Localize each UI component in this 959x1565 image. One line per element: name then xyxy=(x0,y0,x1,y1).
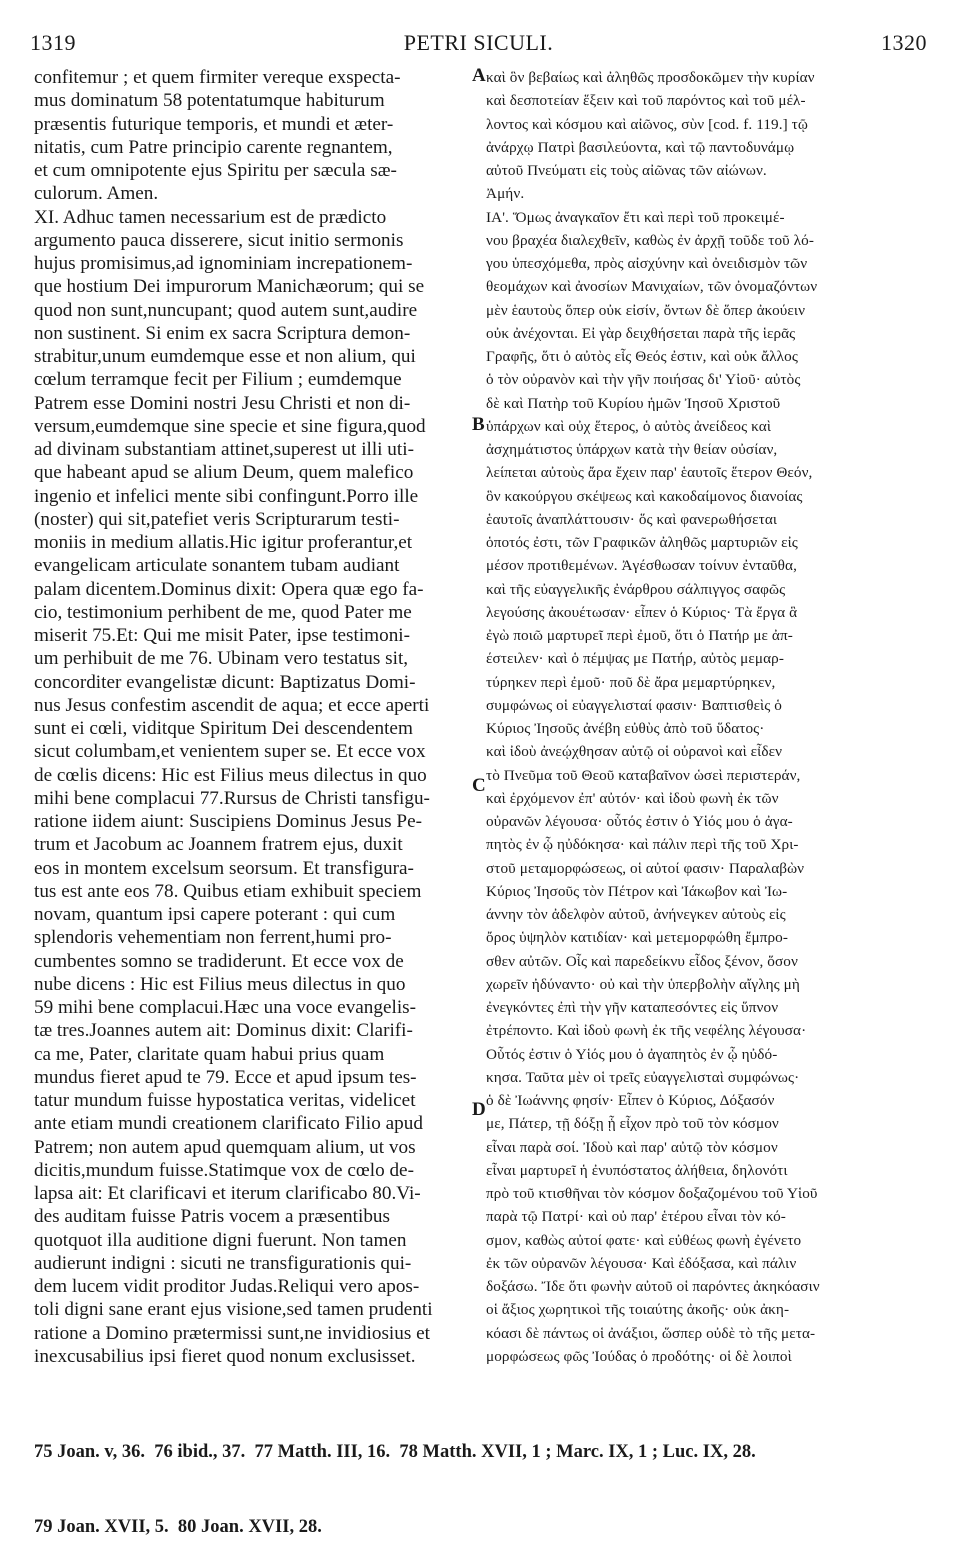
latin-text-line: trum et Jacobum ac Joannem fratrem ejus, duxit xyxy=(34,834,403,856)
greek-text-line: ὁ τὸν οὐρανὸν καὶ τὴν γῆν ποιήσας δι' Υἱοῦ· αὐτὸς xyxy=(486,371,801,389)
greek-text-line: ἐνεγκόντες ἐπὶ τὴν γῆν καταπεσόντες εἰς ὕπνον xyxy=(486,999,779,1016)
greek-text-line: ὑπάρχων καὶ οὐχ ἕτερος, ὁ αὐτὸς ἀνείδεος καὶ xyxy=(486,417,772,435)
latin-text-line: strabitur,unum eumdemque esse et non alium, qui xyxy=(34,346,416,367)
latin-text-line: argumento pauca disserere, sicut initio sermonis xyxy=(34,229,404,251)
latin-text-line: nube dicens : Hic est Filius meus dilectus in quo xyxy=(34,973,406,995)
latin-text-line: confitemur ; et quem firmiter vereque exspecta- xyxy=(34,67,401,88)
latin-text-line: non sustinent. Si enim ex sacra Scriptura demon- xyxy=(34,322,411,344)
greek-text-line: συμφώνως οἱ εὐαγγελισταί φασιν· Βαπτισθεὶς ὁ xyxy=(486,696,782,714)
greek-text-line: με, Πάτερ, τῇ δόξῃ ᾗ εἶχον πρὸ τοῦ τὸν κόσμον xyxy=(486,1115,779,1133)
greek-text-line: εἶναι μαρτυρεῖ ἡ ἐνυπόστατος ἀλήθεια, δηλονότι xyxy=(486,1161,788,1179)
latin-text-line: cio, testimonium perhibent de me, quod Pater me xyxy=(34,601,412,623)
latin-text-line: palam dicentem.Dominus dixit: Opera quæ ego fa- xyxy=(34,578,424,600)
margin-letter-a: A xyxy=(472,65,486,86)
greek-text-line: λείπεται αὐτοὺς ἄρα ἔχειν παρ' ἑαυτοῖς ἕτερον Θεόν, xyxy=(486,464,813,482)
latin-text-line: cumbentes somno se tradiderunt. Et ecce vox de xyxy=(34,950,404,972)
latin-text-line: mundus fieret apud te 79. Ecce et apud ipsum tes- xyxy=(34,1066,417,1088)
latin-text-line: eos in montem excelsum seorsum. Et transfigura- xyxy=(34,857,414,879)
greek-text-line: σμον, καθὼς αὐτοί φατε· καὶ εὐθέως φωνὴ ἐγένετο xyxy=(486,1231,802,1249)
greek-text-line: μὲν ἑαυτοὺς ὅπερ οὐκ εἰσίν, ὄντων δὲ ὅπερ ἀκούειν xyxy=(486,301,806,319)
greek-text-line: δοξάσω. Ἴδε ὅτι φωνὴν αὐτοῦ οἱ παρόντες ἀκηκόασιν xyxy=(486,1278,820,1295)
running-header xyxy=(30,30,927,64)
greek-text-line: εἶναι παρὰ σοί. Ἰδοὺ καὶ παρ' αὐτῷ τὸν κόσμον xyxy=(486,1138,778,1156)
greek-text-line: καὶ ἐρχόμενον ἐπ' αὐτόν· καὶ ἰδοὺ φωνὴ ἐκ τῶν xyxy=(486,789,779,807)
greek-text-line: καὶ ἰδοὺ ἀνεῴχθησαν αὐτῷ οἱ οὐρανοὶ καὶ εἶδεν xyxy=(486,743,783,761)
latin-text-line: evangelicam articulate sonantem tubam audiant xyxy=(34,555,400,577)
latin-text-line: culorum. Amen. xyxy=(34,183,159,205)
latin-text-line: audierunt indigni : sicuti ne transfigurationis qui- xyxy=(34,1252,412,1274)
latin-text-line: XI. Adhuc tamen necessarium est de prædicto xyxy=(34,206,387,228)
latin-column xyxy=(34,66,474,1368)
latin-text-line: Patrem esse Domini nostri Jesu Christi et non di- xyxy=(34,392,411,414)
latin-text-line: que hostium Dei impurorum Manichæorum; qui se xyxy=(34,276,425,298)
greek-text-line: παρὰ τῷ Πατρί· καὶ οὐ παρ' ἑτέρου εἶναι τὸν κό- xyxy=(486,1208,786,1226)
greek-text-line: έστειλεν· καὶ ὁ πέμψας με Πατήρ, αὐτὸς μεμαρ- xyxy=(486,650,785,668)
greek-text-line: ὃν κακούργου σκέψεως καὶ κακοδαίμονος διανοίας xyxy=(486,487,803,505)
latin-text-line: splendoris vehementiam non ferrent,humi pro- xyxy=(34,927,392,949)
greek-text-line: μέσον προτιθεμένων. Ἀγέσθωσαν τοίνυν ἐνταῦθα, xyxy=(486,557,798,575)
greek-text-line: ἑαυτοῖς ἀναπλάττουσιν· ὅς καὶ φανερωθήσεται xyxy=(486,510,778,528)
footnotes xyxy=(34,1390,929,1565)
greek-text-line: ἀνάρχῳ Πατρὶ βασιλεύοντα, καὶ τῷ παντοδυνάμῳ xyxy=(486,138,795,156)
greek-text-line: δὲ καὶ Πατὴρ τοῦ Κυρίου ἡμῶν Ἰησοῦ Χριστοῦ xyxy=(486,394,781,412)
latin-text-line: mus dominatum 58 potentatumque habiturum xyxy=(34,90,385,112)
greek-text-line: γου ὑπεσχόμεθα, πρὸς αἰσχύνην καὶ ὀνειδισμὸν τῶν xyxy=(486,255,808,272)
greek-text-line: λεγούσης ἀκουέτωσαν· εἶπεν ὁ Κύριος· Τὰ ἔργα ἃ xyxy=(486,603,798,621)
latin-text-line: versum,eumdemque sine specie et sine figura,quod xyxy=(34,415,426,437)
page-number-right: 1320 xyxy=(881,30,927,55)
greek-text-line: λοντος καὶ κόσμου καὶ αἰῶνος, σὺν [cod. f. 119.] τῷ xyxy=(486,115,808,133)
latin-text-line: tatur mundum fuisse hypostatica veritas, videlicet xyxy=(34,1090,416,1111)
latin-text-line: um perhibuit de me 76. Ubinam vero testatus sit, xyxy=(34,648,409,670)
margin-letter-d: D xyxy=(472,1099,486,1120)
greek-text-line: Οὗτός ἐστιν ὁ Υἱός μου ὁ ἀγαπητὸς ἐν ᾧ ηὐδό- xyxy=(486,1045,778,1063)
latin-text-line: nus Jesus confestim ascendit de aqua; et ecce aperti xyxy=(34,694,430,716)
greek-text-line: κόασι δὲ πάντως οἱ ἀνάξιοι, ὥσπερ οὐδὲ τὸ τῆς μετα- xyxy=(486,1324,816,1342)
latin-text-line: præsentis futurique temporis, et mundi et æter- xyxy=(34,113,394,135)
greek-text-line: άννην τὸν ἀδελφὸν αὐτοῦ, ἀνήνεγκεν αὐτοὺς εἰς xyxy=(486,906,786,923)
greek-text-line: νου βραχέα διαλεχθεῖν, καθὼς ἐν ἀρχῇ τοῦδε τοῦ λό- xyxy=(486,231,814,249)
greek-text-line: ἐτρέποντο. Καὶ ἰδοὺ φωνὴ ἐκ τῆς νεφέλης λέγουσα· xyxy=(486,1022,807,1040)
footnote-line: 75 Joan. v, 36. 76 ibid., 37. 77 Matth. III, 16. 78 Matth. XVII, 1 ; Marc. IX, 1 ; Luc. IX, 28. xyxy=(34,1442,756,1462)
latin-text-line: cœlum terramque fecit per Filium ; eumdemque xyxy=(34,369,402,391)
latin-text-line: ratione iidem aiunt: Suscipiens Dominus Jesus Pe- xyxy=(34,811,422,832)
greek-text-line: χωρεῖν ἠδύναντο· οὐ καὶ τὴν ὑπερβολὴν αἴγλης μὴ xyxy=(486,975,800,993)
latin-text-line: ingenio et infelici mente sibi confingunt.Porro ille xyxy=(34,485,419,507)
greek-text-line: θεομάχων καὶ ἀνοσίων Μανιχαίων, τῶν ὀνομαζόντων xyxy=(486,278,818,296)
latin-text-line: que habeant apud se alium Deum, quem malefico xyxy=(34,462,414,484)
latin-text-line: tus est ante eos 78. Quibus etiam exhibuit speciem xyxy=(34,880,422,902)
greek-text-line: ὁ δὲ Ἰωάννης φησίν· Εἶπεν ὁ Κύριος, Δόξασόν xyxy=(486,1092,775,1109)
latin-text-line: concorditer evangelistæ dicunt: Baptizatus Domi- xyxy=(34,671,416,693)
latin-text-line: dicitis,mundum fuisse.Statimque vox de cœlo de- xyxy=(34,1159,414,1181)
greek-text-line: καὶ δεσποτείαν ἕξειν καὶ τοῦ παρόντος καὶ τοῦ μέλ- xyxy=(486,92,806,110)
latin-text-line: miserit 75.Et: Qui me misit Pater, ipse testimoni- xyxy=(34,625,411,646)
greek-text-line: αὐτοῦ Πνεύματι εἰς τοὺς αἰῶνας τῶν αἰώνων. xyxy=(486,162,767,179)
greek-text-line: Γραφῆς, ὅτι ὁ αὐτὸς εἷς Θεός ἐστιν, καὶ οὐκ ἄλλος xyxy=(486,348,798,365)
latin-text-line: dem lucem vidit proditor Judas.Reliqui vero apos- xyxy=(34,1276,420,1297)
greek-text-line: οὐκ ἀνέχονται. Εἰ γὰρ δειχθήσεται παρὰ τῆς ἱερᾶς xyxy=(486,324,796,342)
latin-text-line: ante etiam mundi creationem clarificato Filio apud xyxy=(34,1113,423,1135)
latin-text-line: des auditam fuisse Patris vocem a præsentibus xyxy=(34,1206,390,1228)
page-number-left: 1319 xyxy=(30,30,76,55)
latin-text-line: Patrem; non autem apud quemquam alium, ut vos xyxy=(34,1136,416,1158)
margin-letter-b: B xyxy=(472,414,485,435)
footnote-line: 79 Joan. XVII, 5. 80 Joan. XVII, 28. xyxy=(34,1517,322,1537)
latin-text-line: sunt ei cœli, viditque Spiritum Dei descendentem xyxy=(34,718,413,739)
greek-text-line: οὐρανῶν λέγουσα· οὗτός ἐστιν ὁ Υἱός μου ὁ ἀγα- xyxy=(486,813,793,830)
latin-text-line: inexcusabilius ipsi fieret quod nonum exclusisset. xyxy=(34,1345,416,1367)
greek-text-line: πητὸς ἐν ᾧ ηὐδόκησα· καὶ πάλιν περὶ τῆς τοῦ Χρι- xyxy=(486,836,799,854)
greek-text-line: οἱ ἄξιος χωρητικοὶ τῆς τοιαύτης ἀκοῆς· οὐκ ἀκη- xyxy=(486,1301,790,1319)
greek-text-line: ἀσχημάτιστος ὑπάρχων κατὰ τὴν θείαν οὐσίαν, xyxy=(486,441,778,458)
latin-text-line: de cœlis dicens: Hic est Filius meus dilectus in quo xyxy=(34,764,427,786)
greek-text-line: ἐγὼ ποιῶ μαρτυρεῖ περὶ ἐμοῦ, ὅτι ὁ Πατήρ με ἀπ- xyxy=(486,627,793,644)
greek-column xyxy=(486,66,928,1368)
greek-text-line: καὶ ὃν βεβαίως καὶ ἀληθῶς προσδοκῶμεν τὴν κυρίαν xyxy=(486,69,815,86)
greek-text-line: καὶ τῆς εὐαγγελικῆς ἐνάρθρου σάλπιγγος σαφῶς xyxy=(486,580,786,598)
latin-text-line: ad divinam substantiam attinet,superest ut illi uti- xyxy=(34,439,414,460)
latin-text-line: toli digni sane erant ejus visione,sed tamen prudenti xyxy=(34,1299,433,1321)
page-title: PETRI SICULI. xyxy=(403,30,554,55)
greek-text-line: σθεν αὐτῶν. Οἷς καὶ παρεδείκνυ εἶδος ξένον, ὅσον xyxy=(486,952,798,970)
latin-text-line: (noster) qui sit,patefiet veris Scripturarum testi- xyxy=(34,508,400,530)
latin-text-line: lapsa ait: Et clarificavi et iterum clarificabo 80.Vi- xyxy=(34,1183,421,1204)
greek-text-line: ὄρος ὑψηλὸν κατιδίαν· καὶ μετεμορφώθη ἔμπρο- xyxy=(486,929,789,947)
greek-text-line: στοῦ μεταμορφώσεως, οἱ αὐτοί φασιν· Παραλαβὼν xyxy=(486,859,805,877)
latin-text-line: 59 mihi bene complacui.Hæc una voce evangelis- xyxy=(34,997,417,1018)
greek-text-line: μορφώσεως φῶς Ἰούδας ὁ προδότης· οἱ δὲ λοιποὶ xyxy=(486,1347,792,1365)
latin-text-line: ca me, Pater, claritate quam habui prius quam xyxy=(34,1043,385,1065)
greek-text-line: κησα. Ταῦτα μὲν οἱ τρεῖς εὐαγγελισταὶ συμφώνως· xyxy=(486,1068,800,1086)
latin-text-line: mihi bene complacui 77.Rursus de Christi tansfigu- xyxy=(34,787,430,809)
latin-text-line: quod non sunt,nuncupant; quod autem sunt,audire xyxy=(34,299,418,321)
greek-text-line: Κύριος Ἰησοῦς τὸν Πέτρον καὶ Ἰάκωβον καὶ Ἰω- xyxy=(486,882,788,900)
latin-text-line: sicut columbam,et venientem super se. Et ecce vox xyxy=(34,741,426,763)
latin-text-line: ratione a Domino prætermissi sunt,ne invidiosius et xyxy=(34,1322,430,1344)
latin-text-line: novam, quantum ipsi capere poterant : qui cum xyxy=(34,904,396,925)
greek-text-line: Κύριος Ἰησοῦς ἀνέβη εὐθὺς ἀπὸ τοῦ ὕδατος· xyxy=(486,720,765,737)
greek-text-line: τὸ Πνεῦμα τοῦ Θεοῦ καταβαῖνον ὡσεὶ περιστεράν, xyxy=(486,766,801,784)
greek-text-line: ΙΑ'. Ὅμως ἀναγκαῖον ἔτι καὶ περὶ τοῦ προκειμέ- xyxy=(486,208,785,226)
latin-text-line: nitatis, cum Patre principio carente regnantem, xyxy=(34,136,393,158)
latin-text-line: quotquot illa auditione digni fuerunt. Non tamen xyxy=(34,1229,407,1251)
greek-text-line: Ἀμήν. xyxy=(486,185,525,203)
latin-text-line: et cum omnipotente ejus Spiritu per sæcula sæ- xyxy=(34,160,397,181)
latin-text-line: hujus promisimus,ad ignominiam increpationem- xyxy=(34,253,413,274)
latin-text-line: tæ tres.Joannes autem ait: Dominus dixit: Clarifi- xyxy=(34,1020,413,1042)
greek-text-line: ἐκ τῶν οὐρανῶν λέγουσα· Καὶ ἐδόξασα, καὶ πάλιν xyxy=(486,1254,797,1272)
greek-text-line: τύρηκεν περὶ ἐμοῦ· ποῦ δὲ ἄρα μεμαρτύρηκεν, xyxy=(486,673,776,691)
latin-text-line: moniis in medium allatis.Hic igitur proferantur,et xyxy=(34,532,413,553)
margin-letter-c: C xyxy=(472,775,486,796)
greek-text-line: πρὸ τοῦ κτισθῆναι τὸν κόσμον δοξαζομένου τοῦ Υἱοῦ xyxy=(486,1185,818,1202)
greek-text-line: ὁποτός ἐστι, τῶν Γραφικῶν ἀληθῶς μαρτυριῶν εἰς xyxy=(486,534,798,551)
